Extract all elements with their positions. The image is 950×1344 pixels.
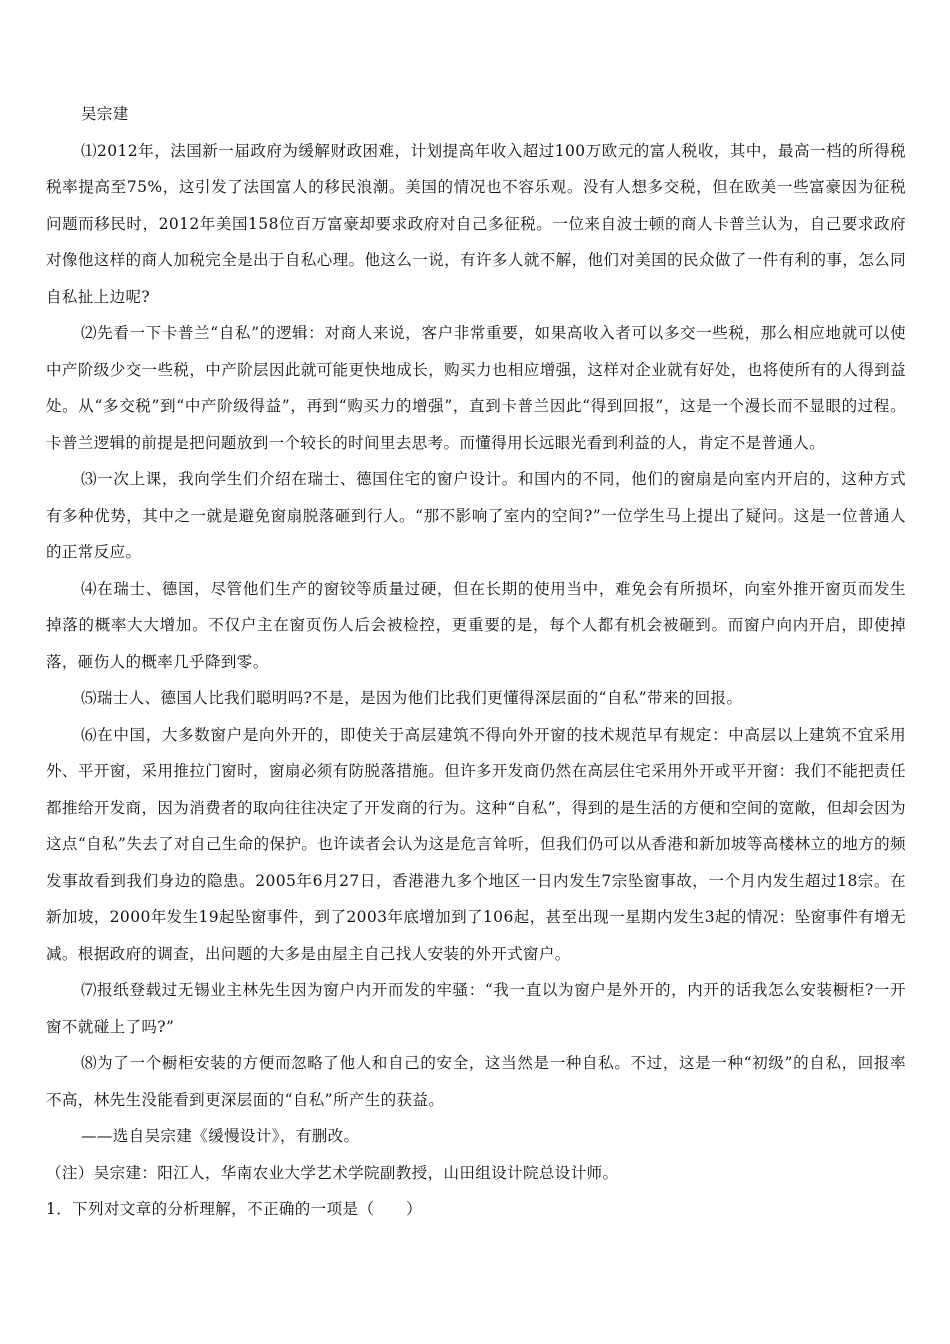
author-name: 吴宗建 bbox=[81, 105, 129, 123]
paragraph-6: ⑹在中国，大多数窗户是向外开的，即使关于高层建筑不得向外开窗的技术规范早有规定：中高层以上建筑不宜采用外、平开窗，采用推拉门窗时，窗扇必须有防脱落措施。但许多开发商仍然在高层住宅采用外开或平开窗：我们不能把责任都推给开发商，因为消费者的取向往往决定了开发商的行为。这种“自私”，得到的是生活的方便和空间的宽敞，但却会因为这点“自私”失去了对自己生命的保护。也许读者会认为这是危言耸听，但我们仍可以从香港和新加坡等高楼林立的地方的频发事故看到我们身边的隐患。2005年6月27日，香港港九多个地区一日内发生7宗坠窗事故，一个月内发生超过18宗。在新加坡，2000年发生19起坠窗事件，到了2003年底增加到了106起，甚至出现一星期内发生3起的情况：坠窗事件有增无减。根据政府的调查，出问题的大多是由屋主自己找人安装的外开式窗户。 bbox=[46, 725, 906, 963]
paragraph-4: ⑷在瑞士、德国，尽管他们生产的窗铰等质量过硬，但在长期的使用当中，难免会有所损坏，向室外推开窗页而发生掉落的概率大大增加。不仅户主在窗页伤人后会被检控，更重要的是，每个人都有机会被砸到。而窗户向内开启，即使掉落，砸伤人的概率几乎降到零。 bbox=[46, 579, 906, 671]
question-1: 1．下列对文章的分析理解，不正确的一项是（ ） bbox=[46, 1200, 422, 1218]
paragraph-1: ⑴2012年，法国新一届政府为缓解财政困难，计划提高年收入超过100万欧元的富人税收，其中，最高一档的所得税税率提高至75%，这引发了法国富人的移民浪潮。美国的情况也不容乐观。没有人想多交税，但在欧美一些富豪因为征税问题而移民时，2012年美国158位百万富豪却要求政府对自己多征税。一位来自波士顿的商人卡普兰认为，自己要求政府对像他这样的商人加税完全是出于自私心理。他这么一说，有许多人就不解，他们对美国的民众做了一件有利的事，怎么同自私扯上边呢? bbox=[46, 141, 906, 306]
paragraph-5: ⑸瑞士人、德国人比我们聪明吗?不是，是因为他们比我们更懂得深层面的“自私”带来的回报。 bbox=[81, 689, 743, 707]
source-citation: ——选自吴宗建《缓慢设计》，有删改。 bbox=[81, 1127, 360, 1145]
author-note: （注）吴宗建：阳江人，华南农业大学艺术学院副教授，山田组设计院总设计师。 bbox=[46, 1163, 619, 1182]
paragraph-7: ⑺报纸登载过无锡业主林先生因为窗户内开而发的牢骚：“我一直以为窗户是外开的，内开的话我怎么安装橱柜?一开窗不就碰上了吗?” bbox=[46, 981, 906, 1036]
paragraph-3: ⑶一次上课，我向学生们介绍在瑞士、德国住宅的窗户设计。和国内的不同，他们的窗扇是向室内开启的，这种方式有多种优势，其中之一就是避免窗扇脱落砸到行人。“那不影响了室内的空间?”一位学生马上提出了疑问。这是一位普通人的正常反应。 bbox=[46, 470, 906, 561]
paragraph-8: ⑻为了一个橱柜安装的方便而忽略了他人和自己的安全，这当然是一种自私。不过，这是一种“初级”的自私，回报率不高，林先生没能看到更深层面的“自私”所产生的获益。 bbox=[46, 1054, 906, 1109]
paragraph-2: ⑵先看一下卡普兰“自私”的逻辑：对商人来说，客户非常重要，如果高收入者可以多交一些税，那么相应地就可以使中产阶级少交一些税，中产阶层因此就可能更快地成长，购买力也相应增强，这样对企业就有好处，也将使所有的人得到益处。从“多交税”到“中产阶级得益”，再到“购买力的增强”，直到卡普兰因此“得到回报”，这是一个漫长而不显眼的过程。卡普兰逻辑的前提是把问题放到一个较长的时间里去思考。而懂得用长远眼光看到利益的人，肯定不是普通人。 bbox=[46, 324, 906, 452]
article-body bbox=[46, 96, 906, 1228]
